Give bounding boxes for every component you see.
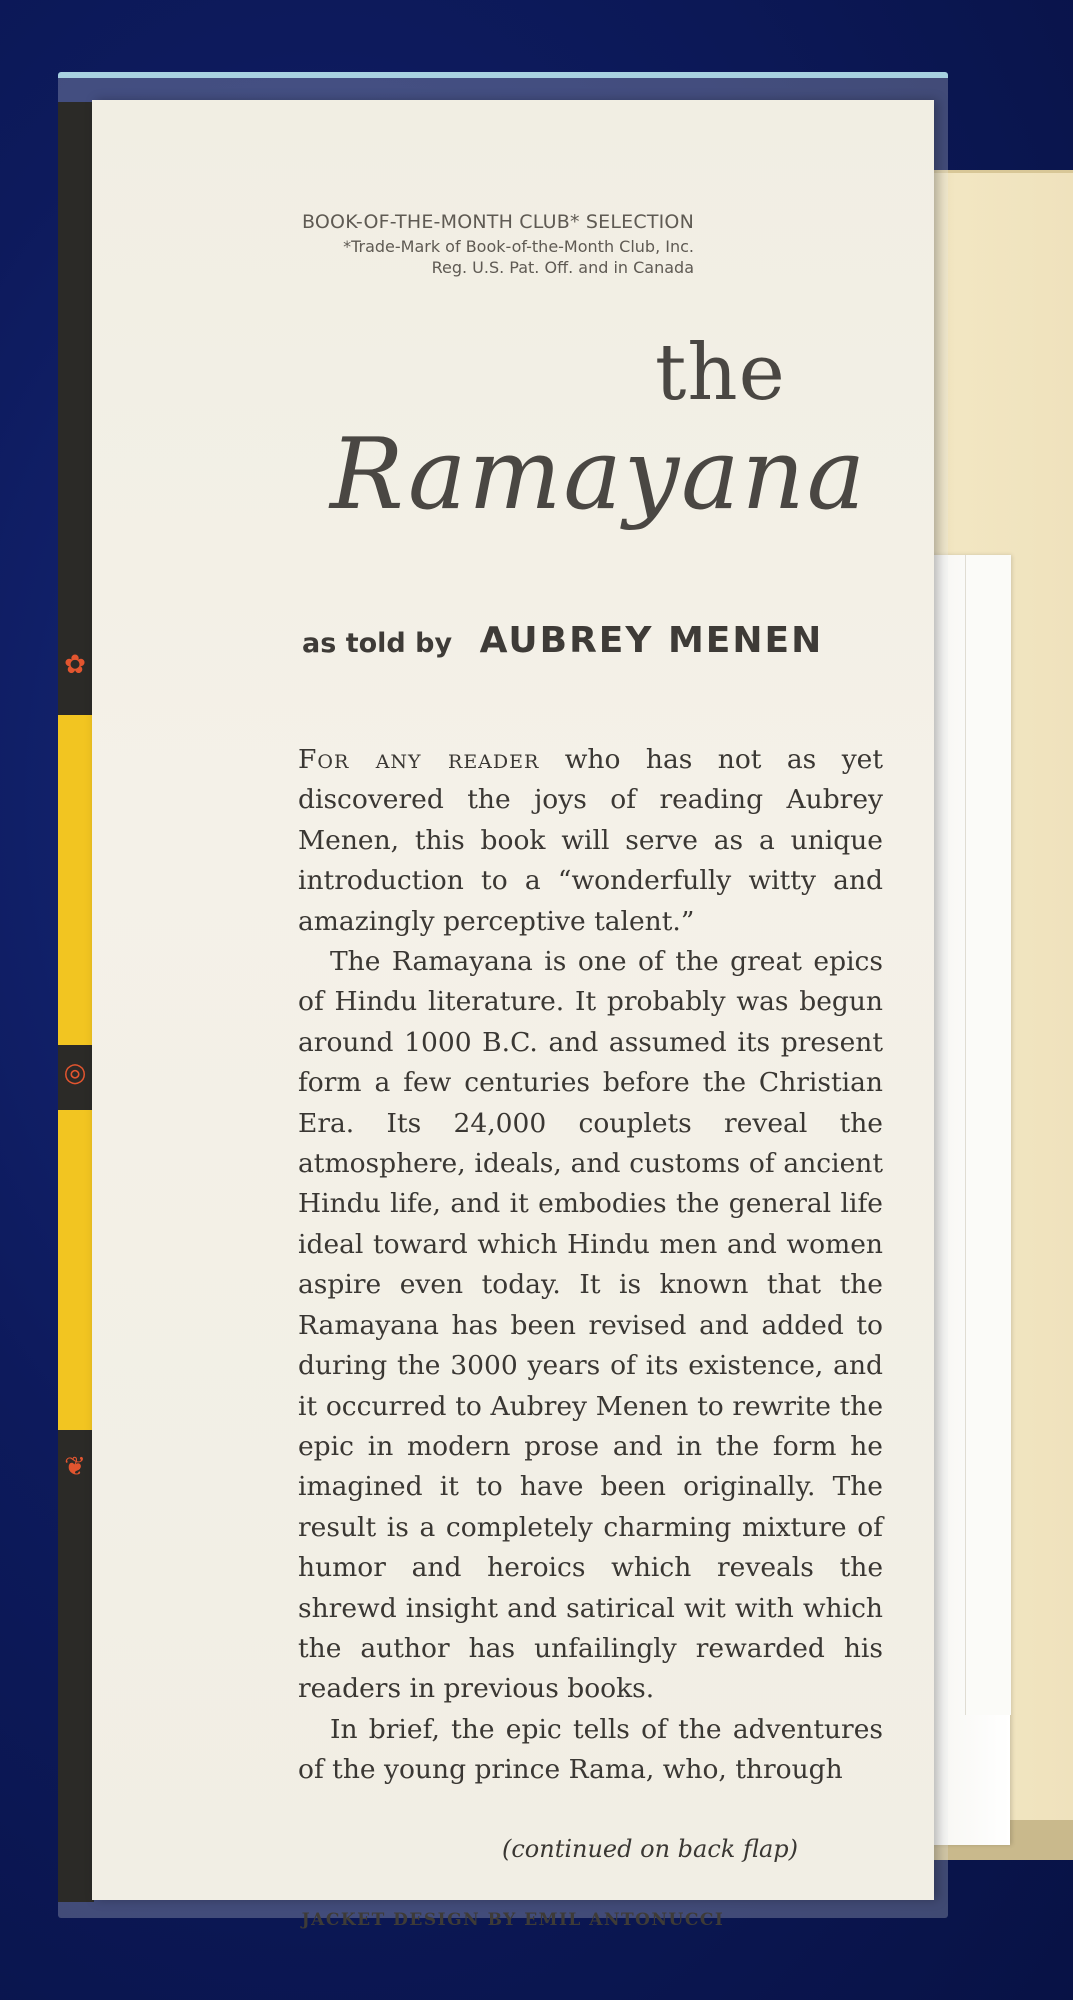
author-name: AUBREY MENEN	[479, 620, 824, 661]
spine-ornament-icon: ❦	[64, 1452, 86, 1482]
spine-yellow-band	[58, 715, 94, 1045]
registration-line: Reg. U.S. Pat. Off. and in Canada	[431, 258, 694, 278]
byline	[302, 620, 823, 661]
book-club-notice	[174, 210, 694, 279]
spine-ornament-icon: ◎	[63, 1058, 87, 1088]
trademark-line: *Trade-Mark of Book-of-the-Month Club, Inc.	[343, 236, 694, 256]
spine-ornament-icon: ✿	[64, 650, 86, 680]
book-title: Ramayana	[330, 418, 868, 532]
paragraph-1-text: who has not as yet discovered the joys of reading Aubrey Menen, this book will serve as a unique introduction to a “wonderfully witty and amazingly perceptive talent.”	[298, 744, 883, 937]
inner-pages-edge	[965, 555, 1011, 1715]
lead-in-smallcaps: For any reader	[298, 744, 540, 775]
jacket-design-credit: JACKET DESIGN BY EMIL ANTONUCCI	[301, 1910, 725, 1930]
flap-description	[298, 740, 883, 1791]
paragraph-2: The Ramayana is one of the great epics of Hindu literature. It probably was begun around 1000 B.C. and assumed its present form a few centuries before the Christian Era. Its 24,000 couplets reveal the atmosphere, ideals, and customs of ancient Hindu life, and it embodies the general life ideal toward which Hindu men and women aspire even today. It is known that the Ramayana has been revised and added to during the 3000 years of its existence, and it occurred to Aubrey Menen to rewrite the epic in modern prose and in the form he imagined it to have been originally. The result is a completely charming mixture of humor and heroics which reveals the shrewd insight and satirical wit with which the author has unfailingly rewarded his readers in previous books.	[298, 946, 883, 1705]
spine-yellow-band	[58, 1110, 94, 1430]
byline-prefix: as told by	[302, 628, 453, 659]
jacket-front-flap	[92, 100, 934, 1930]
club-selection-line: BOOK-OF-THE-MONTH CLUB* SELECTION	[302, 211, 694, 233]
title-article: the	[655, 328, 786, 418]
paragraph-1	[298, 740, 883, 942]
paragraph-3: In brief, the epic tells of the adventures of the young prince Rama, who, through	[298, 1713, 883, 1786]
continued-note: (continued on back flap)	[501, 1835, 798, 1863]
